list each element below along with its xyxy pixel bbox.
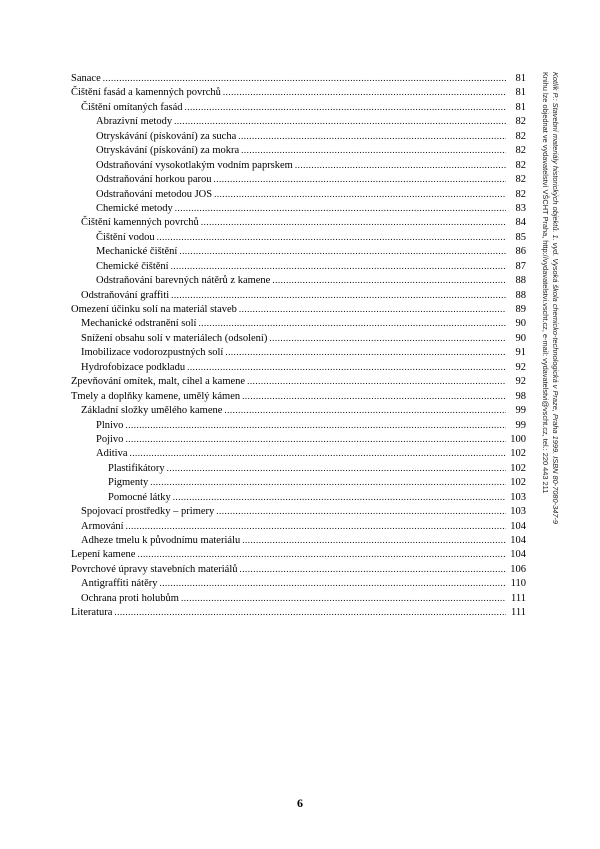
toc-entry[interactable] — [71, 403, 526, 417]
dot-leader — [187, 360, 506, 374]
toc-entry-page: 85 — [515, 231, 526, 243]
toc-entry-page: 82 — [515, 145, 526, 157]
toc-entry-page: 111 — [511, 607, 526, 619]
toc-entry-page: 91 — [515, 347, 526, 359]
dot-leader — [184, 100, 506, 114]
toc-entry-page: 111 — [511, 592, 526, 604]
dot-leader — [125, 418, 506, 432]
toc-entry-page: 100 — [510, 433, 526, 445]
toc-entry-page: 98 — [515, 390, 526, 402]
toc-entry-title: Snížení obsahu solí v materiálech (odsolení) — [81, 332, 268, 344]
toc-entry[interactable] — [71, 504, 526, 518]
toc-entry-title: Mechanické čištění — [96, 246, 178, 258]
toc-entry-page: 92 — [515, 361, 526, 373]
toc-entry-title: Odstraňování graffiti — [81, 289, 170, 301]
dot-leader — [213, 172, 506, 186]
toc-entry[interactable] — [71, 446, 526, 460]
toc-entry[interactable] — [71, 114, 526, 128]
toc-entry-title: Čištění vodou — [96, 231, 155, 243]
toc-entry[interactable] — [71, 129, 526, 143]
toc-entry-page: 104 — [510, 549, 526, 561]
toc-entry-page: 82 — [515, 174, 526, 186]
dot-leader — [173, 490, 506, 504]
dot-leader — [269, 331, 506, 345]
toc-entry-title: Hydrofobizace podkladu — [81, 361, 186, 373]
toc-entry-page: 99 — [515, 405, 526, 417]
toc-entry-title: Odstraňování horkou parou — [96, 174, 212, 186]
toc-entry-page: 84 — [515, 217, 526, 229]
toc-entry-page: 82 — [515, 116, 526, 128]
toc-entry[interactable] — [71, 490, 526, 504]
dot-leader — [160, 576, 507, 590]
toc-entry-page: 102 — [510, 448, 526, 460]
toc-entry-title: Pojivo — [96, 433, 124, 445]
toc-entry[interactable] — [71, 244, 526, 258]
toc-entry-title: Základní složky umělého kamene — [81, 405, 223, 417]
toc-entry[interactable] — [71, 230, 526, 244]
toc-entry-title: Abrazivní metody — [96, 116, 173, 128]
toc-entry-title: Chemické metody — [96, 202, 173, 214]
dot-leader — [214, 187, 506, 201]
dot-leader — [175, 201, 506, 215]
toc-entry[interactable] — [71, 85, 526, 99]
toc-entry-title: Antigraffiti nátěry — [81, 578, 158, 590]
toc-entry-page: 106 — [510, 563, 526, 575]
toc-entry[interactable] — [71, 100, 526, 114]
dot-leader — [225, 345, 506, 359]
toc-entry[interactable] — [71, 259, 526, 273]
toc-entry[interactable] — [71, 71, 526, 85]
toc-entry-title: Plnivo — [96, 419, 124, 431]
dot-leader — [103, 71, 506, 85]
toc-entry-page: 81 — [515, 73, 526, 84]
dot-leader — [114, 605, 506, 619]
toc-entry-title: Čištění fasád a kamenných povrchů — [71, 87, 221, 99]
toc-entry-title: Adheze tmelu k původnímu materiálu — [81, 535, 241, 546]
dot-leader — [239, 302, 506, 316]
citation-line: Kotlík P.: Stavební materiály historických objektů. 1. vyd. Vysoká škola chemicko-technologická v Praze, Praha 1999. ISBN 80-7080-347-9 — [551, 72, 560, 525]
toc-entry[interactable] — [71, 201, 526, 215]
toc-entry-title: Armování — [81, 520, 124, 532]
toc-entry-page: 102 — [510, 462, 526, 474]
toc-entry[interactable] — [71, 519, 526, 533]
dot-leader — [181, 591, 506, 605]
toc-entry-page: 87 — [515, 260, 526, 272]
toc-entry-title: Pigmenty — [108, 477, 149, 489]
toc-entry-page: 90 — [515, 318, 526, 330]
toc-entry-page: 88 — [515, 289, 526, 301]
toc-entry[interactable] — [71, 591, 526, 605]
toc-entry-title: Otryskávání (pískování) za mokra — [96, 145, 240, 157]
dot-leader — [247, 374, 506, 388]
toc-entry[interactable] — [71, 562, 526, 576]
toc-entry[interactable] — [71, 374, 526, 388]
toc-entry[interactable] — [71, 345, 526, 359]
toc-entry[interactable] — [71, 547, 526, 561]
toc-entry[interactable] — [71, 331, 526, 345]
toc-entry-title: Odstraňování barevných nátěrů z kamene — [96, 275, 271, 287]
toc-entry-title: Čištění omítaných fasád — [81, 101, 183, 113]
toc-entry-page: 104 — [510, 535, 526, 546]
dot-leader — [198, 316, 506, 330]
toc-entry-title: Sanace — [71, 73, 101, 84]
toc-entry-page: 86 — [515, 246, 526, 258]
toc-entry-title: Ochrana proti holubům — [81, 592, 179, 604]
toc-entry-page: 82 — [515, 159, 526, 171]
dot-leader — [150, 475, 506, 489]
toc-entry[interactable] — [71, 461, 526, 475]
toc-entry-page: 110 — [510, 578, 526, 590]
toc-entry-title: Chemické čištění — [96, 260, 169, 272]
toc-entry[interactable] — [71, 172, 526, 186]
toc-entry[interactable] — [71, 576, 526, 590]
dot-leader — [238, 129, 506, 143]
toc-entry[interactable] — [71, 418, 526, 432]
toc-entry-title: Čištění kamenných povrchů — [81, 217, 199, 229]
toc-entry-page: 103 — [510, 491, 526, 503]
toc-entry[interactable] — [71, 432, 526, 446]
ordering-info-line: Knihu lze objednat ve vydavatelství VŠCHT Praha, http://vydavatelstvi.vscht.cz, e-mail: vydavatelstvi@vscht.cz, tel.: 220 443 211 — [541, 72, 550, 494]
toc-entry-title: Plastifikátory — [108, 462, 165, 474]
toc-entry-title: Lepení kamene — [71, 549, 136, 561]
toc-entry-title: Literatura — [71, 607, 113, 619]
dot-leader — [171, 259, 506, 273]
dot-leader — [241, 143, 506, 157]
toc-entry-page: 92 — [515, 376, 526, 388]
toc-entry[interactable] — [71, 158, 526, 172]
dot-leader — [157, 230, 506, 244]
toc-entry-page: 81 — [515, 101, 526, 113]
toc-entry-title: Zpevňování omítek, malt, cihel a kamene — [71, 376, 246, 388]
dot-leader — [216, 504, 506, 518]
toc-entry-title: Odstraňování metodou JOS — [96, 188, 213, 200]
dot-leader — [125, 432, 506, 446]
toc-entry-page: 81 — [515, 87, 526, 99]
toc-entry[interactable] — [71, 143, 526, 157]
toc-entry-title: Otryskávání (pískování) za sucha — [96, 130, 237, 142]
toc-entry-title: Tmely a doplňky kamene, umělý kámen — [71, 390, 241, 402]
toc-entry-page: 82 — [515, 130, 526, 142]
dot-leader — [167, 461, 506, 475]
dot-leader — [174, 114, 506, 128]
dot-leader — [223, 85, 506, 99]
dot-leader — [126, 519, 506, 533]
toc-entry[interactable] — [71, 316, 526, 330]
toc-entry[interactable] — [71, 389, 526, 403]
toc-entry[interactable] — [71, 187, 526, 201]
toc-entry-page: 88 — [515, 275, 526, 287]
dot-leader — [295, 158, 506, 172]
toc-entry[interactable] — [71, 273, 526, 287]
toc-entry[interactable] — [71, 605, 526, 619]
dot-leader — [137, 547, 506, 561]
table-of-contents — [71, 71, 526, 620]
dot-leader — [240, 562, 507, 576]
toc-entry-title: Imobilizace vodorozpustných solí — [81, 347, 224, 359]
toc-entry-title: Spojovací prostředky – primery — [81, 506, 215, 518]
toc-entry-page: 103 — [510, 506, 526, 518]
toc-entry-title: Odstraňování vysokotlakým vodním paprskem — [96, 159, 293, 171]
toc-entry-page: 90 — [515, 332, 526, 344]
toc-entry[interactable] — [71, 215, 526, 229]
dot-leader — [201, 215, 506, 229]
toc-entry-page: 102 — [510, 477, 526, 489]
toc-entry-title: Aditiva — [96, 448, 128, 460]
toc-entry[interactable] — [71, 360, 526, 374]
toc-entry-title: Pomocné látky — [108, 491, 171, 503]
toc-entry[interactable] — [71, 533, 526, 547]
dot-leader — [179, 244, 506, 258]
toc-entry-title: Omezení účinku solí na materiál staveb — [71, 304, 237, 315]
dot-leader — [242, 533, 506, 547]
dot-leader — [242, 389, 506, 403]
toc-entry[interactable] — [71, 288, 526, 302]
toc-entry-page: 89 — [515, 304, 526, 315]
toc-entry-page: 104 — [510, 520, 526, 532]
toc-entry-page: 83 — [515, 202, 526, 214]
toc-entry-title: Povrchové úpravy stavebních materiálů — [71, 563, 238, 575]
publication-note — [540, 72, 560, 524]
toc-entry[interactable] — [71, 475, 526, 489]
dot-leader — [224, 403, 506, 417]
dot-leader — [171, 288, 506, 302]
page-number: 6 — [297, 796, 303, 810]
dot-leader — [130, 446, 507, 460]
toc-entry-page: 82 — [515, 188, 526, 200]
toc-entry-title: Mechanické odstranění solí — [81, 318, 197, 330]
toc-entry-page: 99 — [515, 419, 526, 431]
toc-entry[interactable] — [71, 302, 526, 316]
dot-leader — [272, 273, 506, 287]
